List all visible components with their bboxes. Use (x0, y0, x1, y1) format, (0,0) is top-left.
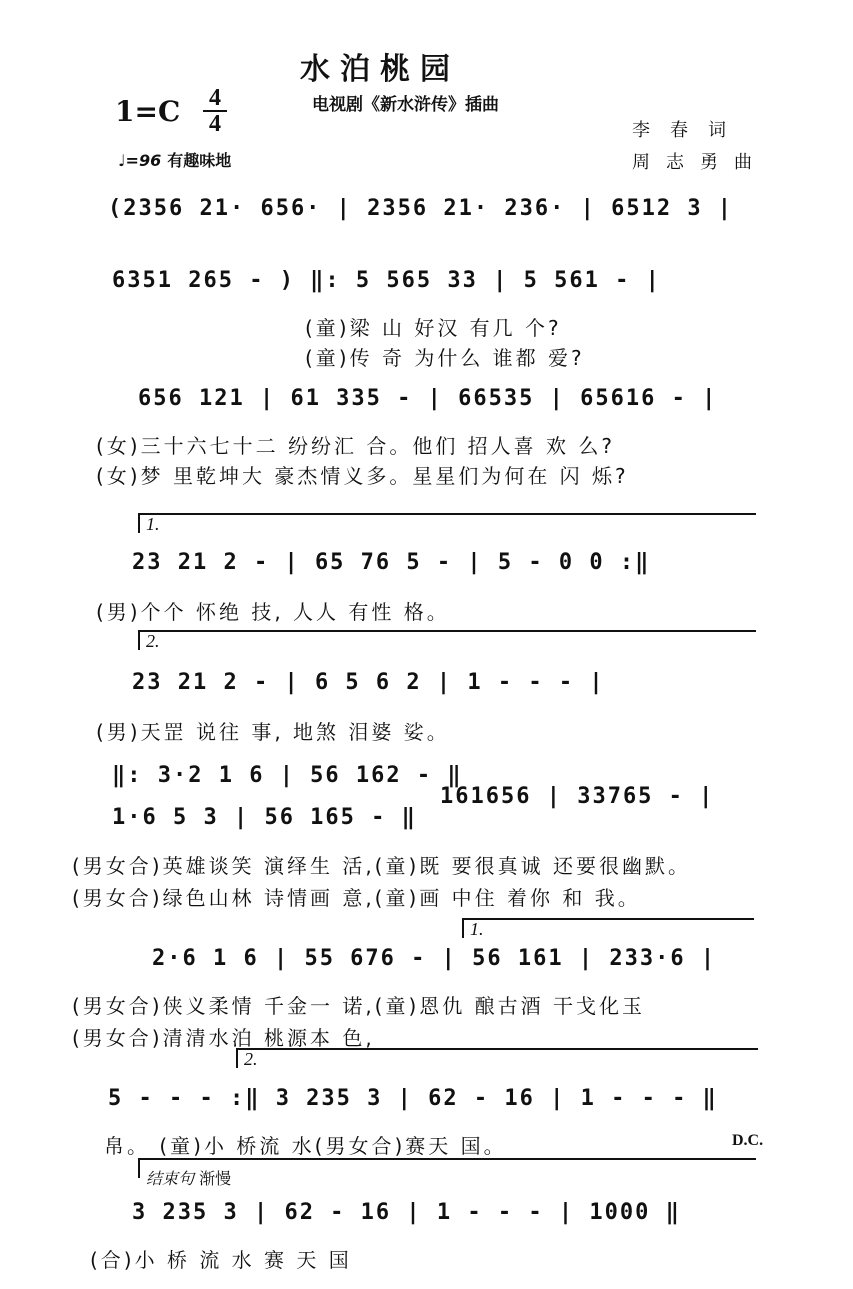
score-line-2: 6351 265 - ) ‖: 5 565 33 | 5 561 - | (112, 268, 661, 293)
score-line-9: 3 235 3 | 62 - 16 | 1 - - - | 1000 ‖ (132, 1200, 681, 1225)
song-title: 水泊桃园 (300, 52, 460, 87)
lyric-line-5: (男)天罡 说往 事, 地煞 泪婆 娑。 (96, 720, 450, 744)
score-line-5: 23 21 2 - | 6 5 6 2 | 1 - - - | (132, 670, 605, 695)
score-line-1: (2356 21· 656· | 2356 21· 236· | 6512 3 | (108, 196, 734, 221)
volta-label-3: 1. (470, 919, 484, 939)
lyric-line-7a: (男女合)侠义柔情 千金一 诺,(童)恩仇 酿古酒 干戈化玉 (72, 994, 645, 1018)
composer-credit: 周志勇曲 (632, 152, 768, 173)
score-line-3: 656 121 | 61 335 - | 66535 | 65616 - | (138, 386, 718, 411)
tempo-marking (118, 148, 231, 171)
volta-bracket-4 (236, 1048, 758, 1068)
lyric-line-3a: (女)三十六七十二 纷纷汇 合。他们 招人喜 欢 么? (96, 434, 616, 458)
lyric-line-6a: (男女合)英雄谈笑 演绎生 活,(童)既 要很真诚 还要很幽默。 (72, 854, 691, 878)
song-subtitle: 电视剧《新水浒传》插曲 (312, 95, 499, 115)
score-line-6-lower: 1·6 5 3 | 56 165 - ‖ (112, 805, 417, 830)
score-line-4: 23 21 2 - | 65 76 5 - | 5 - 0 0 :‖ (132, 550, 651, 575)
volta-label-1: 1. (146, 514, 160, 534)
score-line-6-upper: ‖: 3·2 1 6 | 56 162 - ‖ (112, 763, 463, 788)
lyric-line-7b: (男女合)清清水泊 桃源本 色, (72, 1026, 375, 1050)
score-line-7: 2·6 1 6 | 55 676 - | 56 161 | 233·6 | (152, 946, 717, 971)
volta-label-4: 2. (244, 1049, 258, 1069)
meter-bottom: 4 (203, 110, 227, 136)
ending-phrase: 结束句 (146, 1169, 195, 1188)
lyric-line-6b: (男女合)绿色山林 诗情画 意,(童)画 中住 着你 和 我。 (72, 886, 641, 910)
lyricist-credit: 李春词 (632, 120, 746, 141)
lyric-line-2b: (童)传 奇 为什么 谁都 爱? (305, 346, 585, 370)
volta-bracket-3 (462, 918, 754, 938)
ending-tempo: 渐慢 (199, 1169, 232, 1188)
volta-label-2: 2. (146, 631, 160, 651)
lyric-line-3b: (女)梦 里乾坤大 豪杰情义多。星星们为何在 闪 烁? (96, 464, 629, 488)
lyric-line-2a: (童)梁 山 好汉 有几 个? (305, 316, 562, 340)
key-signature: 1=C (115, 95, 181, 128)
lyric-line-9: (合)小 桥 流 水 赛 天 国 (90, 1248, 352, 1272)
volta-bracket-1 (138, 513, 756, 533)
ending-label (146, 1166, 231, 1189)
expression-mark: 有趣味地 (167, 151, 232, 170)
score-line-6-right: 161656 | 33765 - | (440, 784, 715, 809)
tempo-value: ♩=96 (118, 151, 162, 170)
lyric-line-4: (男)个个 怀绝 技, 人人 有性 格。 (96, 600, 450, 624)
time-signature (203, 86, 227, 136)
lyric-line-8: 帛。 (童)小 桥流 水(男女合)赛天 国。 (104, 1134, 507, 1158)
score-line-8: 5 - - - :‖ 3 235 3 | 62 - 16 | 1 - - - ‖ (108, 1086, 718, 1111)
volta-bracket-2 (138, 630, 756, 650)
meter-top: 4 (209, 85, 221, 111)
da-capo-mark: D.C. (732, 1132, 764, 1149)
